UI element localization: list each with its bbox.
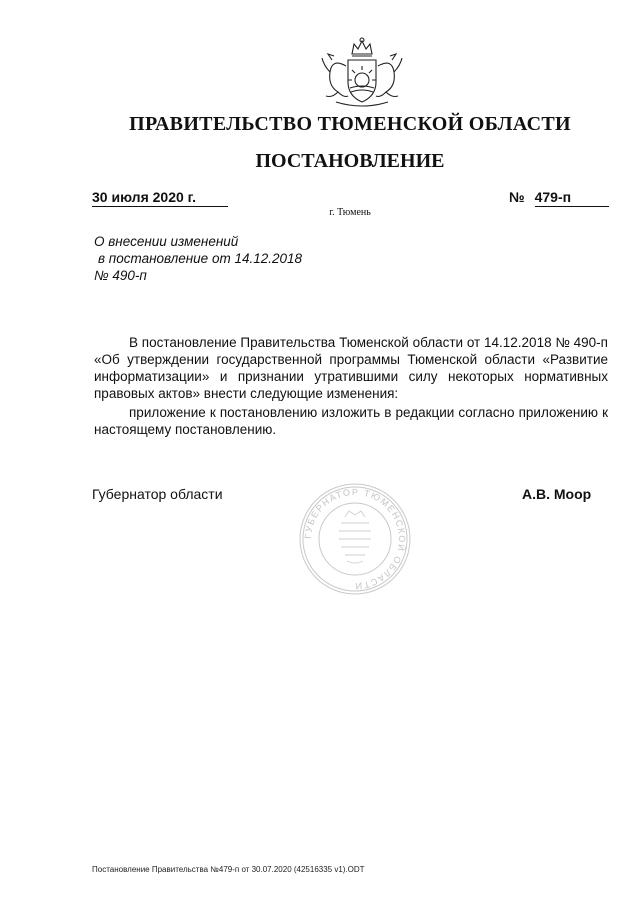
official-seal-icon [297, 481, 413, 597]
subject-line-2: в постановление от 14.12.2018 [98, 251, 303, 266]
subject-block [94, 233, 302, 284]
body-paragraph-2: приложение к постановлению изложить в редакции согласно приложению к настоящему постановлению. [94, 405, 608, 437]
organization-title: ПРАВИТЕЛЬСТВО ТЮМЕНСКОЙ ОБЛАСТИ [129, 113, 571, 135]
number-sign: № [509, 189, 525, 205]
footer-document-id: Постановление Правительства №479-п от 30.07.2020 (42516335 v1).ODT [92, 865, 365, 874]
document-type-title: ПОСТАНОВЛЕНИЕ [255, 150, 445, 172]
number-value: 479-п [535, 189, 609, 207]
seal-text: ГУБЕРНАТОР ТЮМЕНСКОЙ ОБЛАСТИ [302, 486, 408, 592]
signatory-name: А.В. Моор [522, 486, 592, 502]
coat-of-arms-icon [318, 36, 406, 112]
city-label: г. Тюмень [329, 207, 371, 218]
document-number [509, 189, 609, 207]
signatory-title: Губернатор области [92, 486, 223, 502]
body-paragraph-1: В постановление Правительства Тюменской области от 14.12.2018 № 490-п «Об утверждении государственной программы Тюменской области «Развитие информатизации» и признании утратившими силу некоторых нормативных правовых актов» внести следующие изменения: [94, 335, 608, 401]
document-date: 30 июля 2020 г. [92, 189, 228, 207]
subject-line-1: О внесении изменений [94, 234, 239, 249]
subject-line-3: № 490-п [94, 268, 147, 283]
